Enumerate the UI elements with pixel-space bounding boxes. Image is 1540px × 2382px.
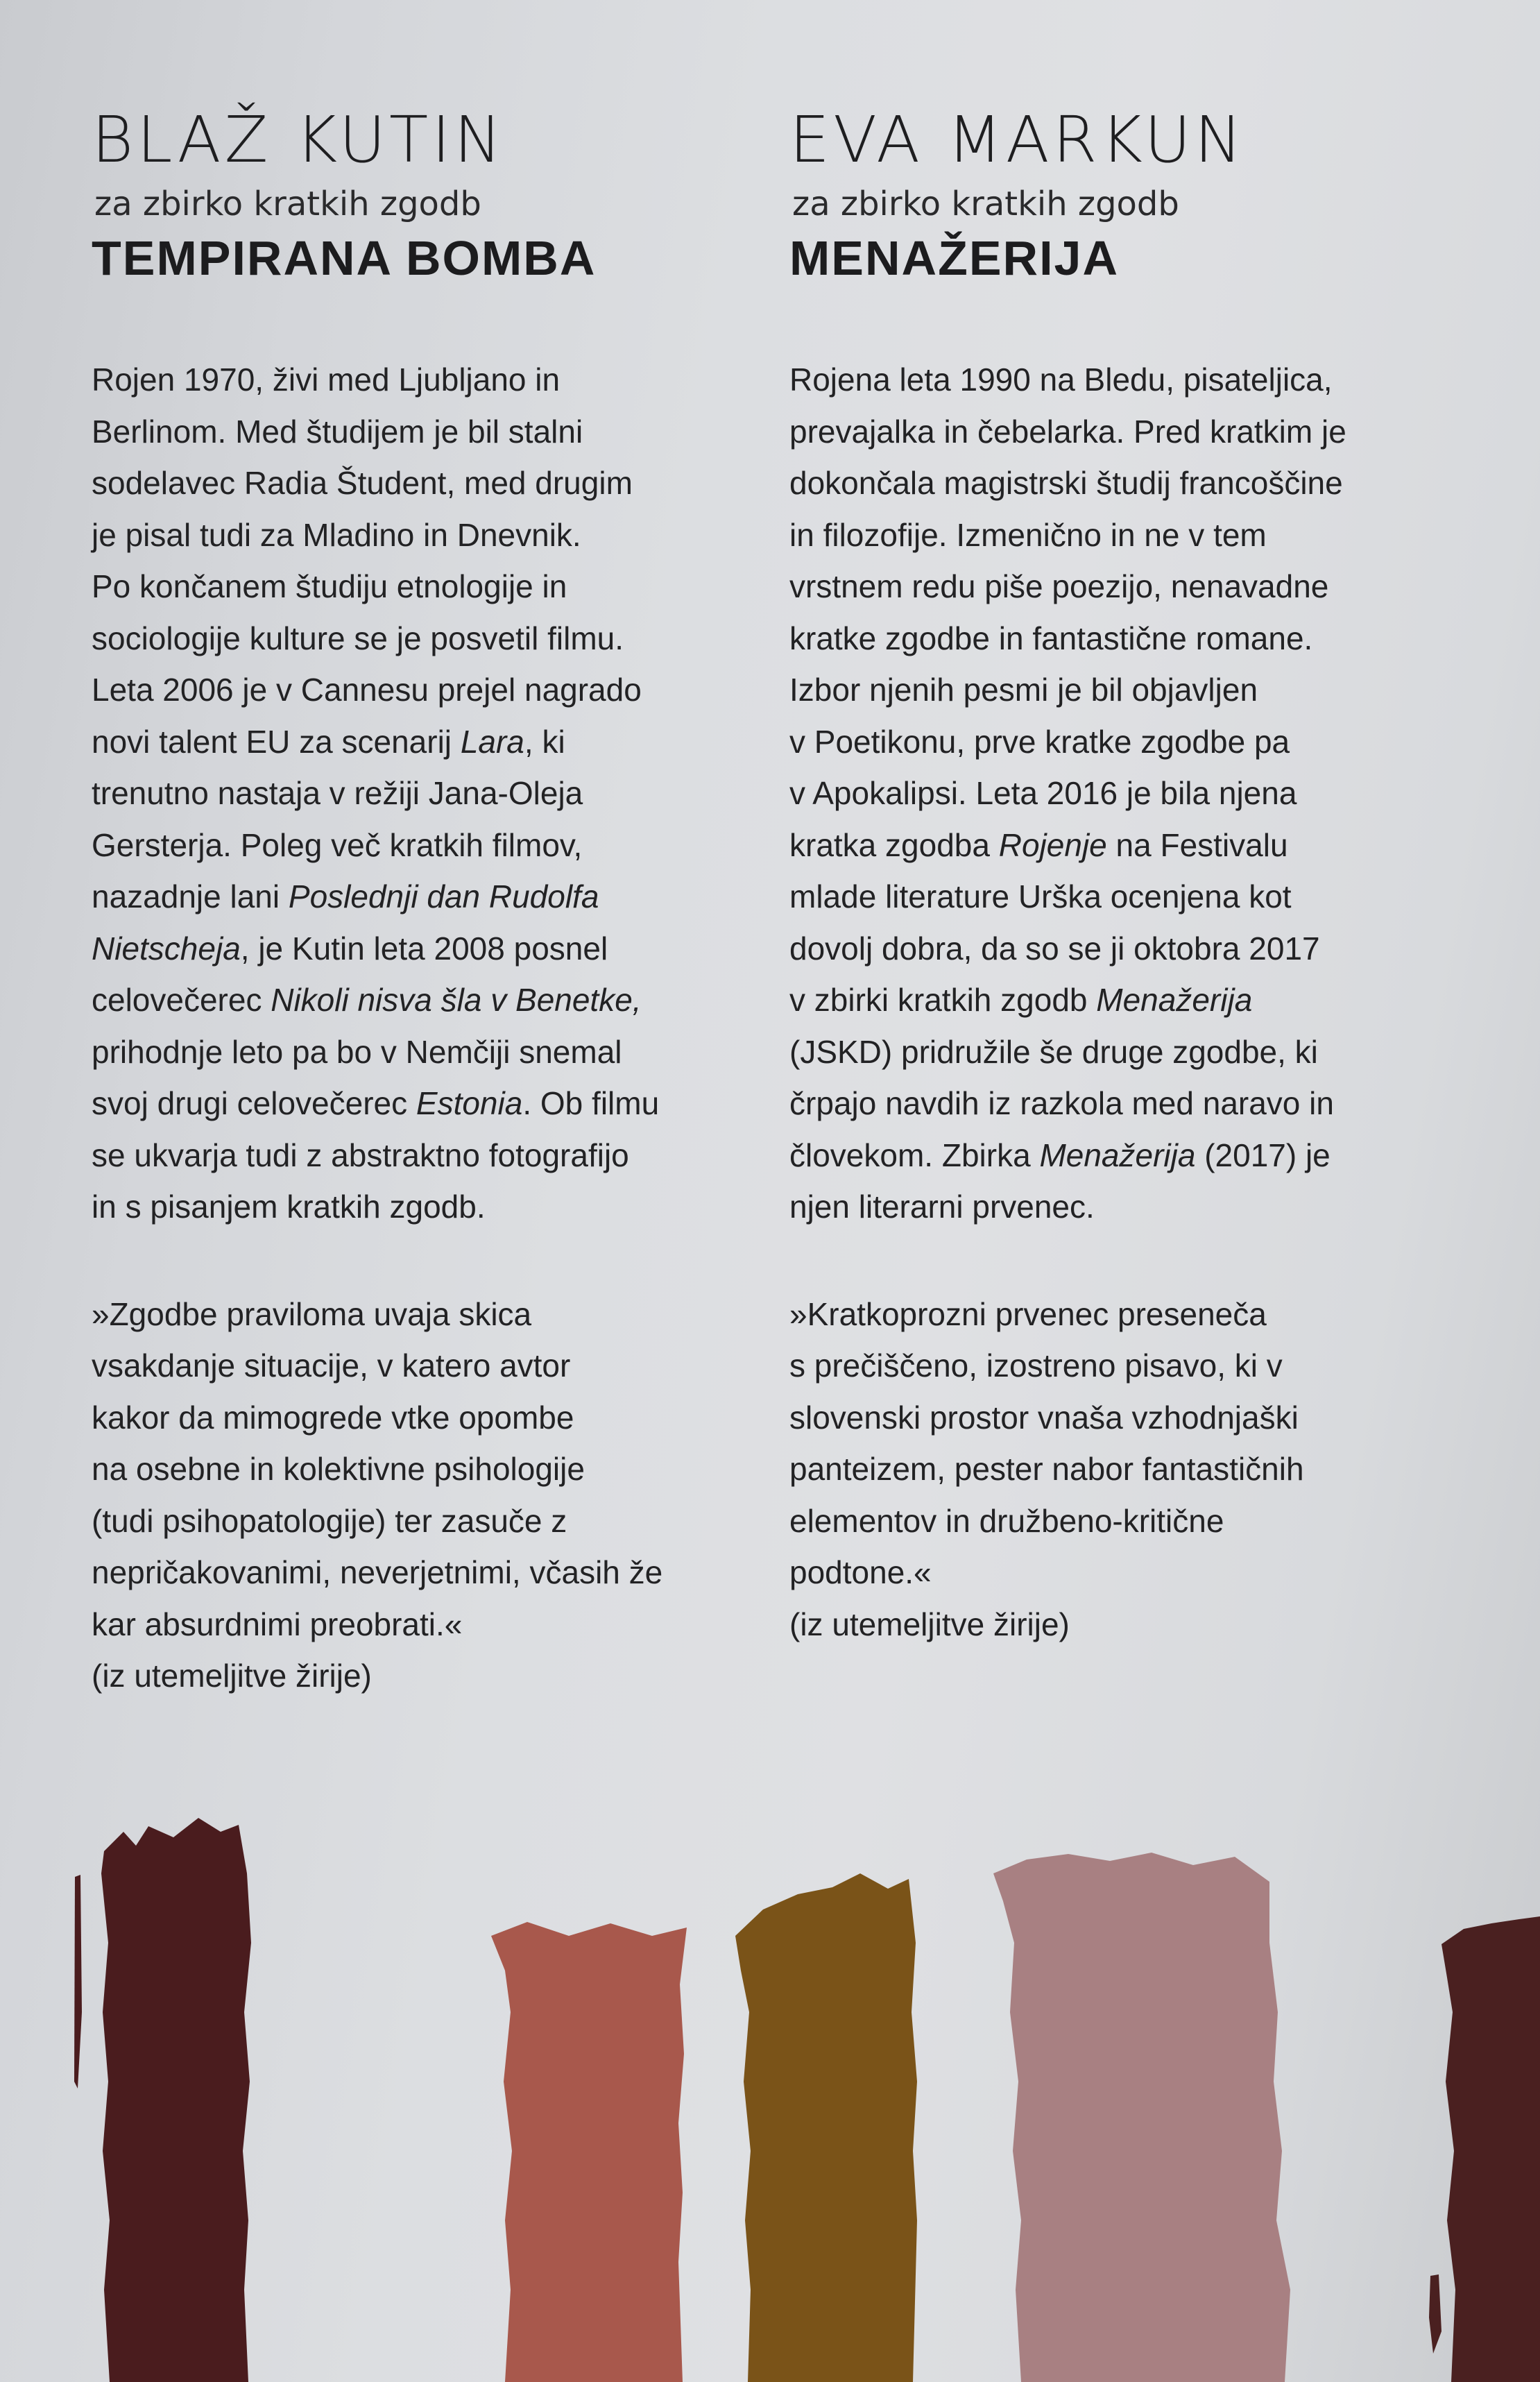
text-line: Gersterja. Poleg več kratkih filmov, bbox=[92, 826, 583, 863]
text-line: »Kratkoprozni prvenec preseneča bbox=[789, 1295, 1267, 1332]
text-line: njen literarni prvenec. bbox=[789, 1189, 1095, 1225]
text-line: dovolj dobra, da so se ji oktobra 2017 bbox=[789, 930, 1320, 967]
text-line: dokončala magistrski študij francoščine bbox=[789, 465, 1343, 501]
text-line: nazadnje lani Poslednji dan Rudolfa bbox=[92, 878, 599, 914]
text-line: v Apokalipsi. Leta 2016 je bila njena bbox=[789, 775, 1297, 811]
text-line: in filozofije. Izmenično in ne v tem bbox=[789, 516, 1267, 553]
text-line: Nietscheja, je Kutin leta 2008 posnel bbox=[92, 930, 608, 967]
jury-quote bbox=[789, 1288, 1455, 1651]
author-name: BLAŽ KUTIN bbox=[92, 103, 506, 177]
text-line: slovenski prostor vnaša vzhodnjaški bbox=[789, 1399, 1299, 1436]
text-line: vsakdanje situacije, v katero avtor bbox=[92, 1347, 571, 1384]
text-line: se ukvarja tudi z abstraktno fotografijo bbox=[92, 1137, 629, 1173]
italic-title: Menažerija bbox=[1039, 1137, 1196, 1173]
italic-title: Lara bbox=[460, 723, 524, 760]
text-line: svoj drugi celovečerec Estonia. Ob filmu bbox=[92, 1085, 660, 1121]
text-line: podtone.« bbox=[789, 1554, 932, 1590]
text-line: je pisal tudi za Mladino in Dnevnik. bbox=[92, 516, 581, 553]
italic-title: Poslednji dan Rudolfa bbox=[288, 878, 599, 914]
paint-stroke-dark-maroon-drip bbox=[74, 1875, 82, 2088]
text-line: prihodnje leto pa bo v Nemčiji snemal bbox=[92, 1033, 622, 1070]
text-line: kakor da mimogrede vtke opombe bbox=[92, 1399, 574, 1436]
text-line: trenutno nastaja v režiji Jana-Oleja bbox=[92, 775, 583, 811]
text-line: (tudi psihopatologije) ter zasuče z bbox=[92, 1502, 567, 1539]
italic-title: Rojenje bbox=[998, 826, 1107, 863]
text-line: Rojena leta 1990 na Bledu, pisateljica, bbox=[789, 361, 1333, 398]
paint-stroke-dark-maroon bbox=[101, 1818, 251, 2382]
text-line: »Zgodbe praviloma uvaja skica bbox=[92, 1295, 532, 1332]
book-subtitle: za zbirko kratkih zgodb bbox=[792, 185, 1179, 223]
italic-title: Menažerija bbox=[1096, 982, 1253, 1018]
text-line: Leta 2006 je v Cannesu prejel nagrado bbox=[92, 672, 642, 708]
text-line: Po končanem študiju etnologije in bbox=[92, 568, 567, 604]
text-line: sociologije kulture se je posvetil filmu. bbox=[92, 620, 624, 656]
italic-title: Nikoli nisva šla v Benetke, bbox=[271, 982, 642, 1018]
text-line: sodelavec Radia Študent, med drugim bbox=[92, 465, 633, 501]
paint-stroke-dark-brown-drip bbox=[1429, 2274, 1441, 2354]
paint-stroke-dark-brown bbox=[1441, 1916, 1540, 2382]
text-line: Izbor njenih pesmi je bil objavljen bbox=[789, 672, 1258, 708]
italic-title: Estonia bbox=[416, 1085, 523, 1121]
text-line: kratka zgodba Rojenje na Festivalu bbox=[789, 826, 1288, 863]
text-line: prevajalka in čebelarka. Pred kratkim je bbox=[789, 413, 1346, 450]
left-column bbox=[92, 104, 737, 1702]
right-column bbox=[789, 104, 1455, 1650]
paint-stroke-mauve bbox=[993, 1853, 1290, 2382]
text-line: celovečerec Nikoli nisva šla v Benetke, bbox=[92, 982, 642, 1018]
author-name: EVA MARKUN bbox=[789, 103, 1246, 177]
book-title: TEMPIRANA BOMBA bbox=[92, 231, 597, 285]
book-subtitle: za zbirko kratkih zgodb bbox=[94, 185, 481, 223]
text-line: človekom. Zbirka Menažerija (2017) je bbox=[789, 1137, 1331, 1173]
text-line: kratke zgodbe in fantastične romane. bbox=[789, 620, 1313, 656]
text-line: in s pisanjem kratkih zgodb. bbox=[92, 1189, 486, 1225]
author-bio bbox=[789, 354, 1455, 1233]
text-line: kar absurdnimi preobrati.« bbox=[92, 1606, 463, 1642]
text-line: (iz utemeljitve žirije) bbox=[92, 1658, 372, 1694]
text-line: mlade literature Urška ocenjena kot bbox=[789, 878, 1292, 914]
text-line: (iz utemeljitve žirije) bbox=[789, 1606, 1070, 1642]
text-line: s prečiščeno, izostreno pisavo, ki v bbox=[789, 1347, 1283, 1384]
paint-stroke-salmon bbox=[491, 1922, 687, 2382]
text-line: panteizem, pester nabor fantastičnih bbox=[789, 1451, 1304, 1487]
text-line: vrstnem redu piše poezijo, nenavadne bbox=[789, 568, 1329, 604]
text-line: na osebne in kolektivne psihologije bbox=[92, 1451, 585, 1487]
author-bio bbox=[92, 354, 737, 1233]
text-line: v zbirki kratkih zgodb Menažerija bbox=[789, 982, 1253, 1018]
text-line: nepričakovanimi, neverjetnimi, včasih že bbox=[92, 1554, 663, 1590]
text-line: Berlinom. Med študijem je bil stalni bbox=[92, 413, 583, 450]
text-line: v Poetikonu, prve kratke zgodbe pa bbox=[789, 723, 1290, 760]
text-line: (JSKD) pridružile še druge zgodbe, ki bbox=[789, 1033, 1318, 1070]
paint-stroke-ochre bbox=[735, 1873, 917, 2382]
text-line: črpajo navdih iz razkola med naravo in bbox=[789, 1085, 1334, 1121]
jury-quote bbox=[92, 1288, 737, 1702]
text-line: elementov in družbeno-kritične bbox=[789, 1502, 1224, 1539]
italic-title: Nietscheja bbox=[92, 930, 241, 967]
book-title: MENAŽERIJA bbox=[789, 231, 1120, 285]
text-line: Rojen 1970, živi med Ljubljano in bbox=[92, 361, 561, 398]
text-line: novi talent EU za scenarij Lara, ki bbox=[92, 723, 565, 760]
